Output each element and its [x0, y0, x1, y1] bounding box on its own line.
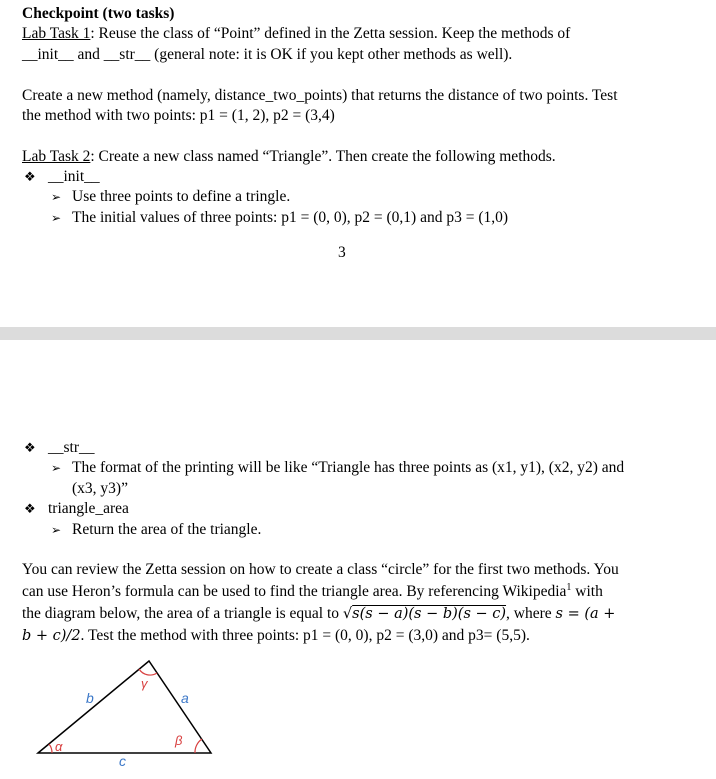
angle-label-alpha: α: [55, 739, 63, 754]
area-sub: Return the area of the triangle.: [72, 521, 262, 538]
method-triangle-area: triangle_area: [48, 500, 129, 517]
diamond-bullet-icon: ❖: [24, 440, 36, 455]
arrowhead-bullet-icon: ➢: [51, 461, 62, 475]
arrowhead-bullet-icon: ➢: [51, 211, 62, 225]
init-sub1: Use three points to define a tringle.: [72, 188, 291, 205]
heron-formula: s(s − a)(s − b)(s − c): [352, 606, 507, 622]
side-label-a: a: [181, 690, 189, 706]
footnote-marker: 1: [566, 581, 572, 593]
task2-text: : Create a new class named “Triangle”. Then create the following methods.: [90, 148, 556, 165]
heron-text-e: . Test the method with three points: p1 = (0, 0), p2 = (3,0) and p3= (5,5).: [80, 627, 530, 644]
page-number: 3: [338, 244, 346, 261]
str-sub-line1: The format of the printing will be like “Triangle has three points as (x1, y1), (x2, y2) and: [72, 459, 625, 476]
task1-label: Lab Task 1: [22, 25, 91, 42]
arrowhead-bullet-icon: ➢: [51, 190, 62, 204]
heron-text-b: with: [571, 583, 603, 600]
heron-para-line3: [22, 604, 615, 624]
heron-para-line1: You can review the Zetta session on how to create a class “circle” for the first two methods. You: [22, 561, 619, 578]
method-str: __str__: [48, 439, 95, 456]
side-label-c: c: [119, 753, 126, 766]
document-page-2: [0, 340, 716, 779]
heron-text-d: , where: [506, 605, 556, 622]
task1-line1: [22, 24, 570, 44]
diamond-bullet-icon: ❖: [24, 501, 36, 516]
str-sub-line2: (x3, y3)”: [72, 480, 128, 497]
side-label-b: b: [86, 690, 94, 706]
angle-label-beta: β: [175, 733, 183, 748]
checkpoint-title: Checkpoint (two tasks): [22, 5, 175, 22]
heron-text-a: can use Heron’s formula can be used to find the triangle area. By referencing Wikipedia: [22, 583, 567, 600]
alpha-arc: [49, 744, 52, 753]
task1-para2-line1: Create a new method (namely, distance_two_points) that returns the distance of two points. Test: [22, 87, 618, 104]
semiperimeter-def-part2: b + c)/2: [22, 628, 81, 644]
angle-label-gamma: γ: [141, 676, 148, 691]
heron-para-line4: [22, 626, 530, 646]
beta-arc: [195, 739, 202, 753]
task1-line2: __init__ and __str__ (general note: it is OK if you kept other methods as well).: [22, 46, 513, 63]
task1-text: : Reuse the class of “Point” defined in the Zetta session. Keep the methods of: [90, 25, 571, 42]
semiperimeter-def-part1: s = (a +: [555, 606, 616, 622]
heron-para-line2: [22, 582, 603, 602]
task1-para2-line2: the method with two points: p1 = (1, 2), p2 = (3,4): [22, 107, 335, 124]
triangle-shape: [38, 661, 211, 753]
page-separator: [0, 327, 716, 340]
task2-label: Lab Task 2: [22, 148, 91, 165]
init-sub2: The initial values of three points: p1 = (0, 0), p2 = (0,1) and p3 = (1,0): [72, 209, 509, 226]
diamond-bullet-icon: ❖: [24, 169, 36, 184]
document-page-1: [0, 0, 716, 327]
method-init: __init__: [48, 168, 100, 185]
triangle-diagram: [30, 656, 220, 766]
radical-sign-icon: √: [342, 606, 353, 622]
arrowhead-bullet-icon: ➢: [51, 523, 62, 537]
heron-text-c: the diagram below, the area of a triangle is equal to: [22, 605, 343, 622]
task2-line1: [22, 147, 556, 167]
